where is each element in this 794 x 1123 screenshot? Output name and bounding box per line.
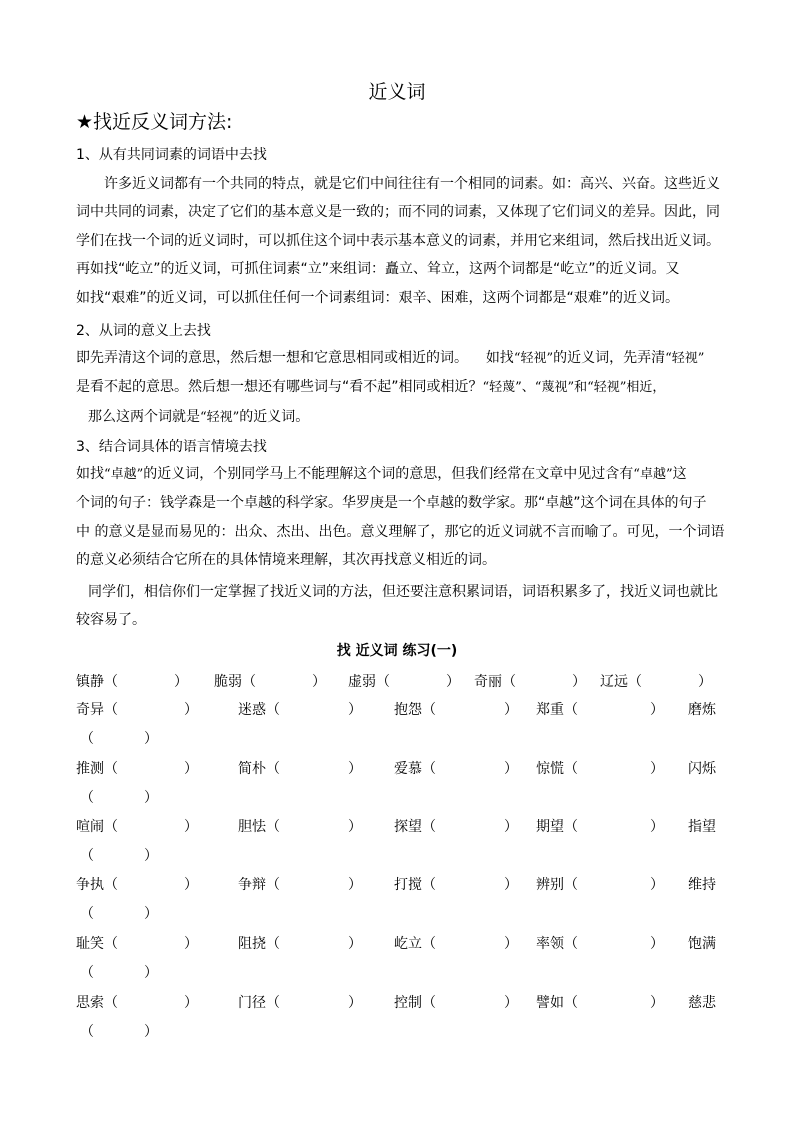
exercise-blank-close: ） bbox=[572, 674, 586, 690]
exercise-blank-close: ） bbox=[144, 790, 158, 806]
exercise-item: 闪烁 bbox=[688, 761, 716, 777]
exercise-item: 控制（ bbox=[394, 995, 436, 1011]
method1-line: 学们在找一个词的近义词时，可以抓住这个词中表示基本意义的词素，并用它来组词，然后找出近义词。 bbox=[76, 232, 720, 249]
exercise-blank-close: ） bbox=[348, 702, 362, 718]
exercise-title: 找 近义词 练习(一) bbox=[336, 643, 458, 659]
method3-line: 个词的句子：钱学森是一个卓越的科学家。华罗庚是一个卓越的数学家。那“卓越”这个词在具体的句子 bbox=[76, 495, 707, 512]
method3-paragraph bbox=[76, 460, 725, 575]
exercise-item: 率领（ bbox=[536, 936, 578, 952]
exercise-blank-close: ） bbox=[184, 702, 198, 718]
exercise-item: 简朴（ bbox=[238, 761, 280, 777]
method1-paragraph bbox=[76, 170, 722, 312]
exercise-item: 慈悲 bbox=[688, 995, 716, 1011]
exercise-item: 奇异（ bbox=[76, 702, 118, 718]
exercise-blank-close: ） bbox=[184, 995, 198, 1011]
exercise-blank-close: ） bbox=[504, 761, 518, 777]
exercise-blank-open: （ bbox=[80, 965, 94, 981]
method2-line3 bbox=[76, 403, 722, 432]
method3-text: 的近义词，个别同学马上不能理解这个词的意思，但我们经常在文章中见过含有 bbox=[143, 466, 634, 482]
method2-text: 如找 bbox=[485, 350, 514, 366]
method3-text: 这 bbox=[672, 466, 687, 482]
exercise-blank-close: ） bbox=[504, 819, 518, 835]
method1-line: 词中共同的词素，决定了它们的基本意义是一致的；而不同的词素，又体现了它们词义的差异。因此，同 bbox=[76, 204, 720, 221]
exercise-blank-close: ） bbox=[698, 674, 712, 690]
method2-text: 是看不起的意思。然后想一想还有哪些词与“看不起”相同或相近？ bbox=[76, 379, 483, 396]
exercise-item: 喧闹（ bbox=[76, 819, 118, 835]
exercise-blank-open: （ bbox=[80, 1024, 94, 1040]
exercise-blank-close: ） bbox=[504, 877, 518, 893]
exercise-blank-close: ） bbox=[348, 761, 362, 777]
exercise-item: 门径（ bbox=[238, 995, 280, 1011]
exercise-blank-open: （ bbox=[80, 790, 94, 806]
exercise-blank-close: ） bbox=[174, 674, 188, 690]
exercise-item: 惊慌（ bbox=[536, 761, 578, 777]
exercise-blank-close: ） bbox=[650, 761, 664, 777]
exercise-blank-close: ） bbox=[144, 965, 158, 981]
closing-line: 较容易了。 bbox=[76, 612, 146, 629]
method3-text: 如找 bbox=[76, 466, 104, 482]
closing-line: 同学们，相信你们一定掌握了找近义词的方法，但还要注意积累词语，词语积累多了，找近义词也就比 bbox=[88, 584, 718, 600]
exercise-blank-close: ） bbox=[184, 877, 198, 893]
exercise-item: 迷惑（ bbox=[238, 702, 280, 718]
exercise-item: 争辩（ bbox=[238, 877, 280, 893]
method3-quote: “卓越” bbox=[633, 467, 673, 482]
exercise-item: 维持 bbox=[688, 877, 716, 893]
exercise-blank-close: ） bbox=[348, 819, 362, 835]
exercise-item: 磨炼 bbox=[688, 702, 716, 718]
exercise-item: 譬如（ bbox=[536, 995, 578, 1011]
exercise-blank-close: ） bbox=[184, 819, 198, 835]
exercise-blank-close: ） bbox=[312, 674, 326, 690]
exercise-item: 饱满 bbox=[688, 936, 716, 952]
closing-paragraph bbox=[76, 578, 722, 635]
exercise-blank-close: ） bbox=[348, 995, 362, 1011]
method3-line: 的意义必须结合它所在的具体情境来理解，其次再找意义相近的词。 bbox=[76, 552, 496, 569]
exercise-blank-open: （ bbox=[80, 848, 94, 864]
exercise-blank-close: ） bbox=[504, 995, 518, 1011]
method3-line1 bbox=[76, 460, 722, 489]
exercise-item: 抱怨（ bbox=[394, 702, 436, 718]
exercise-item: 推测（ bbox=[76, 761, 118, 777]
methods-heading: ★找近反义词方法: bbox=[76, 111, 233, 133]
method3-quote: “卓越” bbox=[104, 467, 144, 482]
method2-line1 bbox=[76, 344, 722, 373]
method2-text: 的近义词。 bbox=[239, 408, 310, 425]
method2-text: 那么这两个词就是 bbox=[88, 408, 200, 425]
exercise-item: 胆怯（ bbox=[238, 819, 280, 835]
exercise-blank-close: ） bbox=[650, 936, 664, 952]
exercise-blank-close: ） bbox=[348, 936, 362, 952]
exercise-item: 期望（ bbox=[536, 819, 578, 835]
exercise-item: 耻笑（ bbox=[76, 936, 118, 952]
method2-text: “轻蔑”、“蔑视”和“轻视”相近， bbox=[482, 380, 666, 396]
exercise-blank-close: ） bbox=[446, 674, 460, 690]
method2-text: 的近义词，先弄清 bbox=[553, 350, 666, 366]
exercise-item: 争执（ bbox=[76, 877, 118, 893]
method2-text: 即先弄清这个词的意思，然后想一想和它意思相同或相近的词。 bbox=[76, 350, 468, 366]
method2-quote: “轻视” bbox=[665, 351, 705, 366]
exercise-blank-open: （ bbox=[80, 906, 94, 922]
exercise-item: 郑重（ bbox=[536, 702, 578, 718]
exercise-blank-close: ） bbox=[504, 936, 518, 952]
exercise-item: 辽远（ bbox=[600, 674, 642, 690]
exercise-item: 奇丽（ bbox=[474, 674, 516, 690]
exercise-blank-close: ） bbox=[184, 761, 198, 777]
method2-quote: “轻视” bbox=[513, 351, 554, 366]
method2-line2 bbox=[76, 373, 722, 402]
exercise-item: 爱慕（ bbox=[394, 761, 436, 777]
exercise-item: 思索（ bbox=[76, 995, 118, 1011]
exercise-item: 虚弱（ bbox=[348, 674, 390, 690]
method3-line: 中 的意义是显而易见的：出众、杰出、出色。意义理解了，那它的近义词就不言而喻了。可见，一个词语 bbox=[76, 523, 725, 540]
exercise-blank-close: ） bbox=[144, 906, 158, 922]
method1-heading: 1、从有共同词素的词语中去找 bbox=[76, 147, 267, 163]
method1-line: 再如找“屹立”的近义词，可抓住词素“立”来组词：矗立、耸立，这两个词都是“屹立”的近义词。又 bbox=[76, 261, 680, 278]
exercise-blank-close: ） bbox=[650, 702, 664, 718]
exercise-item: 阻挠（ bbox=[238, 936, 280, 952]
exercise-item: 镇静（ bbox=[76, 674, 118, 690]
method2-quote: “轻视” bbox=[200, 409, 240, 425]
exercise-item: 屹立（ bbox=[394, 936, 436, 952]
exercise-item: 打搅（ bbox=[394, 877, 436, 893]
exercise-blank-close: ） bbox=[144, 1024, 158, 1040]
exercise-blank-close: ） bbox=[650, 819, 664, 835]
exercise-blank-close: ） bbox=[144, 731, 158, 747]
method1-line: 如找“艰难”的近义词，可以抓住任何一个词素组词：艰辛、困难，这两个词都是“艰难”的近义词。 bbox=[76, 289, 680, 306]
exercise-blank-close: ） bbox=[348, 877, 362, 893]
exercise-item: 指望 bbox=[688, 819, 716, 835]
exercise-blank-close: ） bbox=[650, 995, 664, 1011]
exercise-item: 脆弱（ bbox=[214, 674, 256, 690]
method2-heading: 2、从词的意义上去找 bbox=[76, 323, 211, 339]
exercise-blank-close: ） bbox=[504, 702, 518, 718]
exercise-blank-open: （ bbox=[80, 731, 94, 747]
page-title: 近义词 bbox=[368, 81, 426, 103]
exercise-item: 探望（ bbox=[394, 819, 436, 835]
exercise-blank-close: ） bbox=[144, 848, 158, 864]
method1-line: 许多近义词都有一个共同的特点，就是它们中间往往有一个相同的词素。如：高兴、兴奋。这些近义 bbox=[104, 176, 720, 192]
exercise-item: 辨别（ bbox=[536, 877, 578, 893]
exercise-blank-close: ） bbox=[184, 936, 198, 952]
method2-paragraph bbox=[76, 344, 722, 432]
exercise-blank-close: ） bbox=[650, 877, 664, 893]
method3-heading: 3、结合词具体的语言情境去找 bbox=[76, 439, 267, 455]
